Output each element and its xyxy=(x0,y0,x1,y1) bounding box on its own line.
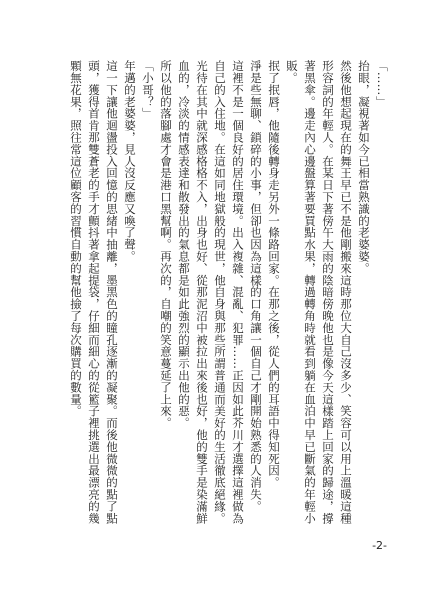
page-number: -2- xyxy=(372,539,387,552)
paragraph: 年邁的老婆婆，見人沒反應又喚了聲。 xyxy=(123,60,137,263)
paragraph: 淨是些無聊、鎖碎的小事，但卻也因為這樣的口角讓一個自己才剛開始熟悉的人消失。 xyxy=(249,60,263,513)
paragraph: 「小哥？」 xyxy=(141,60,155,120)
vertical-text-body xyxy=(40,60,391,530)
paragraph: 抿了抿唇，他隨後轉身走另外一條路回家。在那之後，從人們的耳語中得知死因。 xyxy=(267,60,281,489)
paragraph: 然後他想起現在的舞王早已不是他剛搬來這時那位大自己沒多少、笑容可以用上溫暖這種形容詞的年輕人。在某日下著傍午大雨的陰暗傍晚他也是像今天這樣踏上回家的歸途，撐著黑傘。邊走內心邊盤算著要買點水果，轉過轉角時就看到躺在血泊中早已斷氣的年輕小販。 xyxy=(285,60,353,525)
paragraph: 「……」 xyxy=(375,60,389,108)
paragraph: 抬眼，凝視著如今已相當熟識的老婆婆。 xyxy=(357,60,371,275)
paragraph: 所以他的落腳處才會是港口黑幫啊。再次的，自嘲的笑意蔓延了上來。 xyxy=(159,60,173,429)
paragraph: 這裡不是一個良好的居住環境。出入複雜、混亂、犯罪……正因如此芥川才選擇這裡做為自己的入住地。在這如同地獄般的現世，他自身與那些所謂普通而美好的生活徹底絕緣。光待在其中就深感格格不入，出身也好、從那泥沼中被拉出來後也好，他的雙手是染滿鮮血的，冷淡的情感表達和散發出的氣息都是如此強烈的顯示出他的惡。 xyxy=(177,60,245,525)
paragraph: 這一下讓他迴盪投入回憶的思緒中抽離，墨黑色的瞳孔逐漸的凝聚。而後他微微的點了點頭，獲得首肯那雙蒼老的手才顫抖著拿起提袋，仔細而細心的從籃子裡挑選出最漂亮的幾顆無花果，照往常這位顧客的習慣自動的幫他撿了每次購買的數量。 xyxy=(69,60,119,525)
